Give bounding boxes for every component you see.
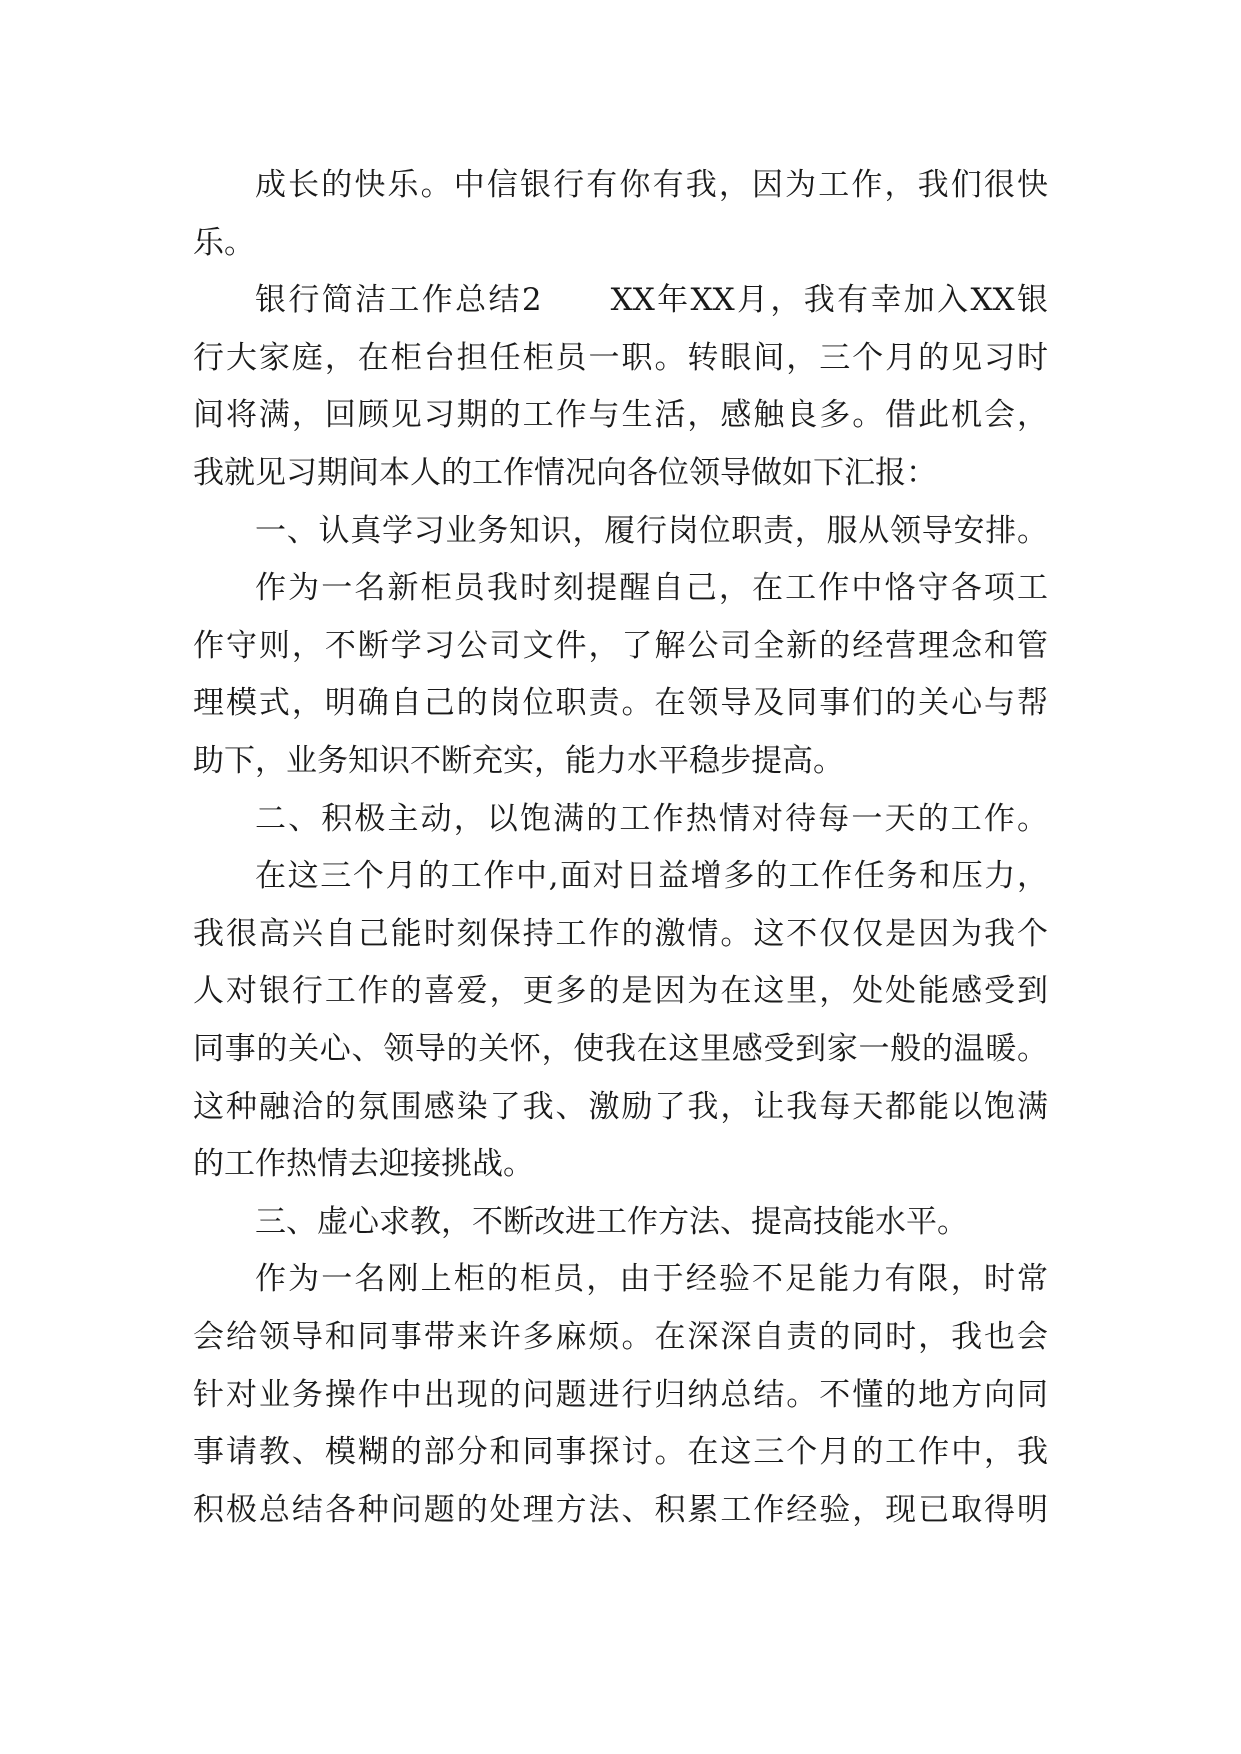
- text-line: 事请教、模糊的部分和同事探讨。在这三个月的工作中，我: [193, 1434, 1048, 1470]
- text-line: 同事的关心、领导的关怀，使我在这里感受到家一般的温暖。: [193, 1031, 1048, 1067]
- text-line: 三、虚心求教，不断改进工作方法、提高技能水平。: [255, 1204, 968, 1240]
- text-line: 我很高兴自己能时刻保持工作的激情。这不仅仅是因为我个: [193, 916, 1048, 952]
- text-line: 银行简洁工作总结2 XX年XX月，我有幸加入XX银: [255, 282, 1048, 318]
- text-line: 行大家庭，在柜台担任柜员一职。转眼间，三个月的见习时: [193, 340, 1048, 376]
- text-line: 在这三个月的工作中,面对日益增多的工作任务和压力，: [255, 858, 1048, 894]
- text-line: 成长的快乐。中信银行有你有我，因为工作，我们很快: [255, 167, 1048, 203]
- text-line: 理模式，明确自己的岗位职责。在领导及同事们的关心与帮: [193, 685, 1048, 721]
- text-line: 会给领导和同事带来许多麻烦。在深深自责的同时，我也会: [193, 1319, 1048, 1355]
- text-line: 人对银行工作的喜爱，更多的是因为在这里，处处能感受到: [193, 973, 1048, 1009]
- text-line: 二、积极主动，以饱满的工作热情对待每一天的工作。: [255, 801, 1048, 837]
- text-line: 我就见习期间本人的工作情况向各位领导做如下汇报：: [193, 455, 937, 491]
- text-line: 作为一名刚上柜的柜员，由于经验不足能力有限，时常: [255, 1261, 1048, 1297]
- text-line: 一、认真学习业务知识，履行岗位职责，服从领导安排。: [255, 513, 1048, 549]
- text-line: 的工作热情去迎接挑战。: [193, 1146, 534, 1182]
- text-line: 积极总结各种问题的处理方法、积累工作经验，现已取得明: [193, 1492, 1048, 1528]
- text-line: 这种融洽的氛围感染了我、激励了我，让我每天都能以饱满: [193, 1089, 1048, 1125]
- text-line: 助下，业务知识不断充实，能力水平稳步提高。: [193, 743, 844, 779]
- text-line: 间将满，回顾见习期的工作与生活，感触良多。借此机会，: [193, 397, 1048, 433]
- text-line: 作为一名新柜员我时刻提醒自己，在工作中恪守各项工: [255, 570, 1048, 606]
- text-line: 针对业务操作中出现的问题进行归纳总结。不懂的地方向同: [193, 1377, 1048, 1413]
- text-line: 作守则，不断学习公司文件，了解公司全新的经营理念和管: [193, 628, 1048, 664]
- text-line: 乐。: [193, 225, 255, 261]
